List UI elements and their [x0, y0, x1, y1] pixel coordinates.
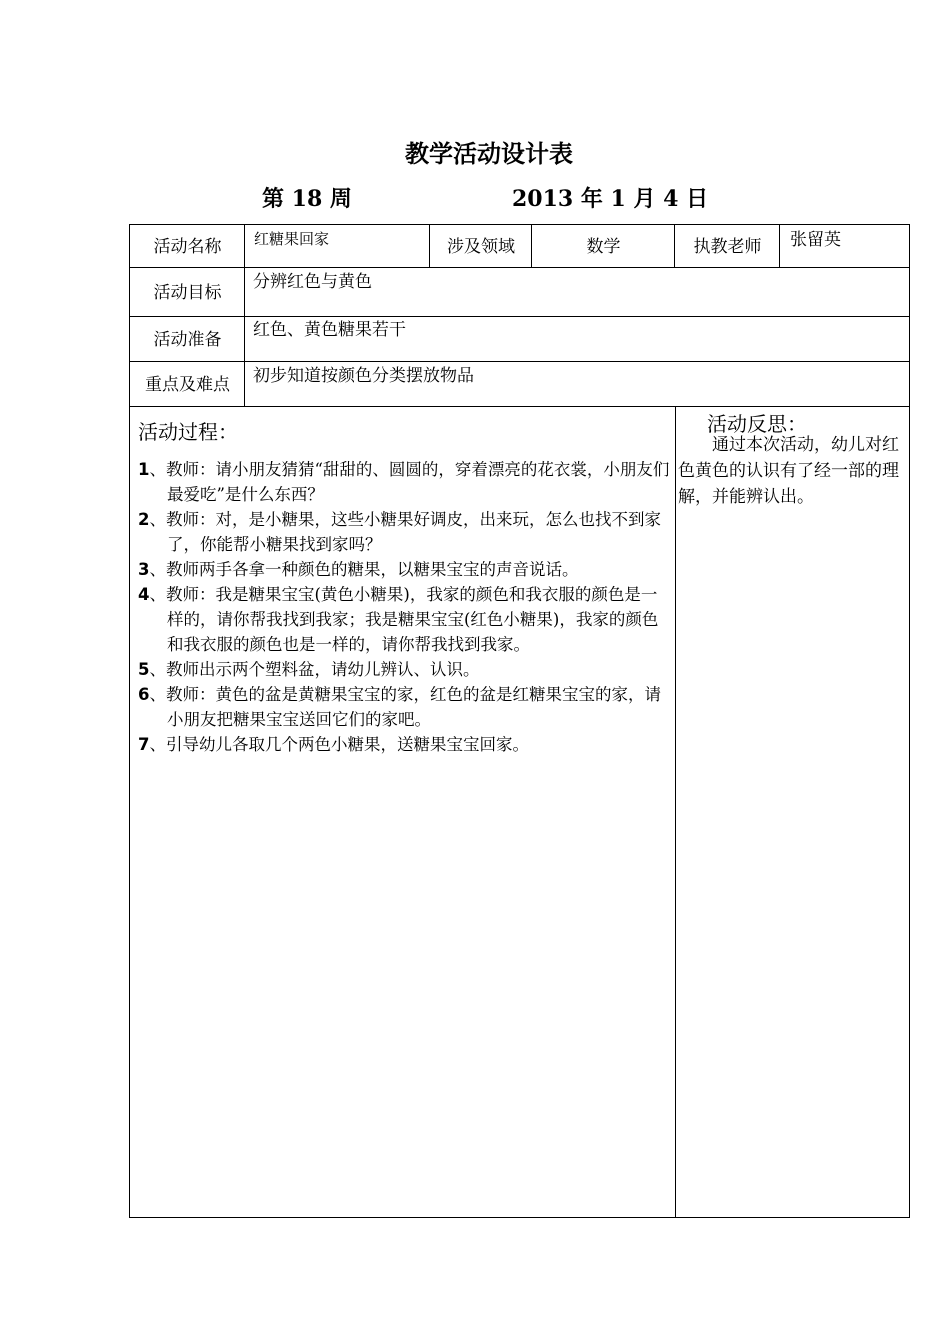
list-item: 5、教师出示两个塑料盆，请幼儿辨认、认识。 [138, 660, 480, 679]
row-divider [129, 267, 910, 268]
list-item: 1、教师：请小朋友猜猜“甜甜的、圆圆的，穿着漂亮的花衣裳，小朋友们最爱吃”是什么东西？ [138, 460, 670, 504]
document-subtitle [262, 182, 902, 216]
goal-value: 分辨红色与黄色 [253, 272, 372, 292]
list-item: 7、引导幼儿各取几个两色小糖果，送糖果宝宝回家。 [138, 735, 529, 754]
document-title: 教学活动设计表 [405, 139, 573, 168]
document-date: 2013 年 1 月 4 日 [512, 186, 709, 212]
prep-label: 活动准备 [153, 330, 222, 350]
reflection-title: 活动反思： [707, 412, 807, 436]
goal-label: 活动目标 [153, 283, 222, 303]
activity-name-label: 活动名称 [153, 237, 222, 257]
process-title: 活动过程： [138, 420, 238, 444]
table-border-bottom [129, 1217, 910, 1218]
table-border-top [129, 224, 910, 225]
row-divider [129, 406, 910, 407]
row-divider [129, 316, 910, 317]
teacher-label: 执教老师 [693, 237, 762, 257]
col-divider [675, 406, 676, 1218]
row-divider [129, 361, 910, 362]
prep-value: 红色、黄色糖果若干 [253, 320, 406, 340]
key-points-label: 重点及难点 [145, 375, 230, 395]
week-number: 第 18 周 [262, 186, 352, 212]
list-item: 4、教师：我是糖果宝宝(黄色小糖果)，我家的颜色和我衣服的颜色是一样的，请你帮我找到我家；我是糖果宝宝(红色小糖果)，我家的颜色和我衣服的颜色也是一样的，请你帮我找到我家。 [138, 585, 659, 654]
list-item: 6、教师：黄色的盆是黄糖果宝宝的家，红色的盆是红糖果宝宝的家，请小朋友把糖果宝宝送回它们的家吧。 [138, 685, 661, 729]
teacher-value: 张留英 [790, 230, 841, 250]
list-item: 3、教师两手各拿一种颜色的糖果，以糖果宝宝的声音说话。 [138, 560, 579, 579]
reflection-text: 通过本次活动，幼儿对红色黄色的认识有了经一部的理解，并能辨认出。 [678, 435, 899, 507]
field-value: 数学 [586, 237, 621, 257]
list-item: 2、教师：对，是小糖果，这些小糖果好调皮，出来玩，怎么也找不到家了，你能帮小糖果找到家吗？ [138, 510, 661, 554]
field-label: 涉及领域 [447, 237, 515, 257]
process-steps [138, 457, 672, 757]
table-border-right [909, 224, 910, 1218]
key-points-value: 初步知道按颜色分类摆放物品 [253, 366, 474, 386]
activity-name-value: 红糖果回家 [254, 230, 330, 248]
